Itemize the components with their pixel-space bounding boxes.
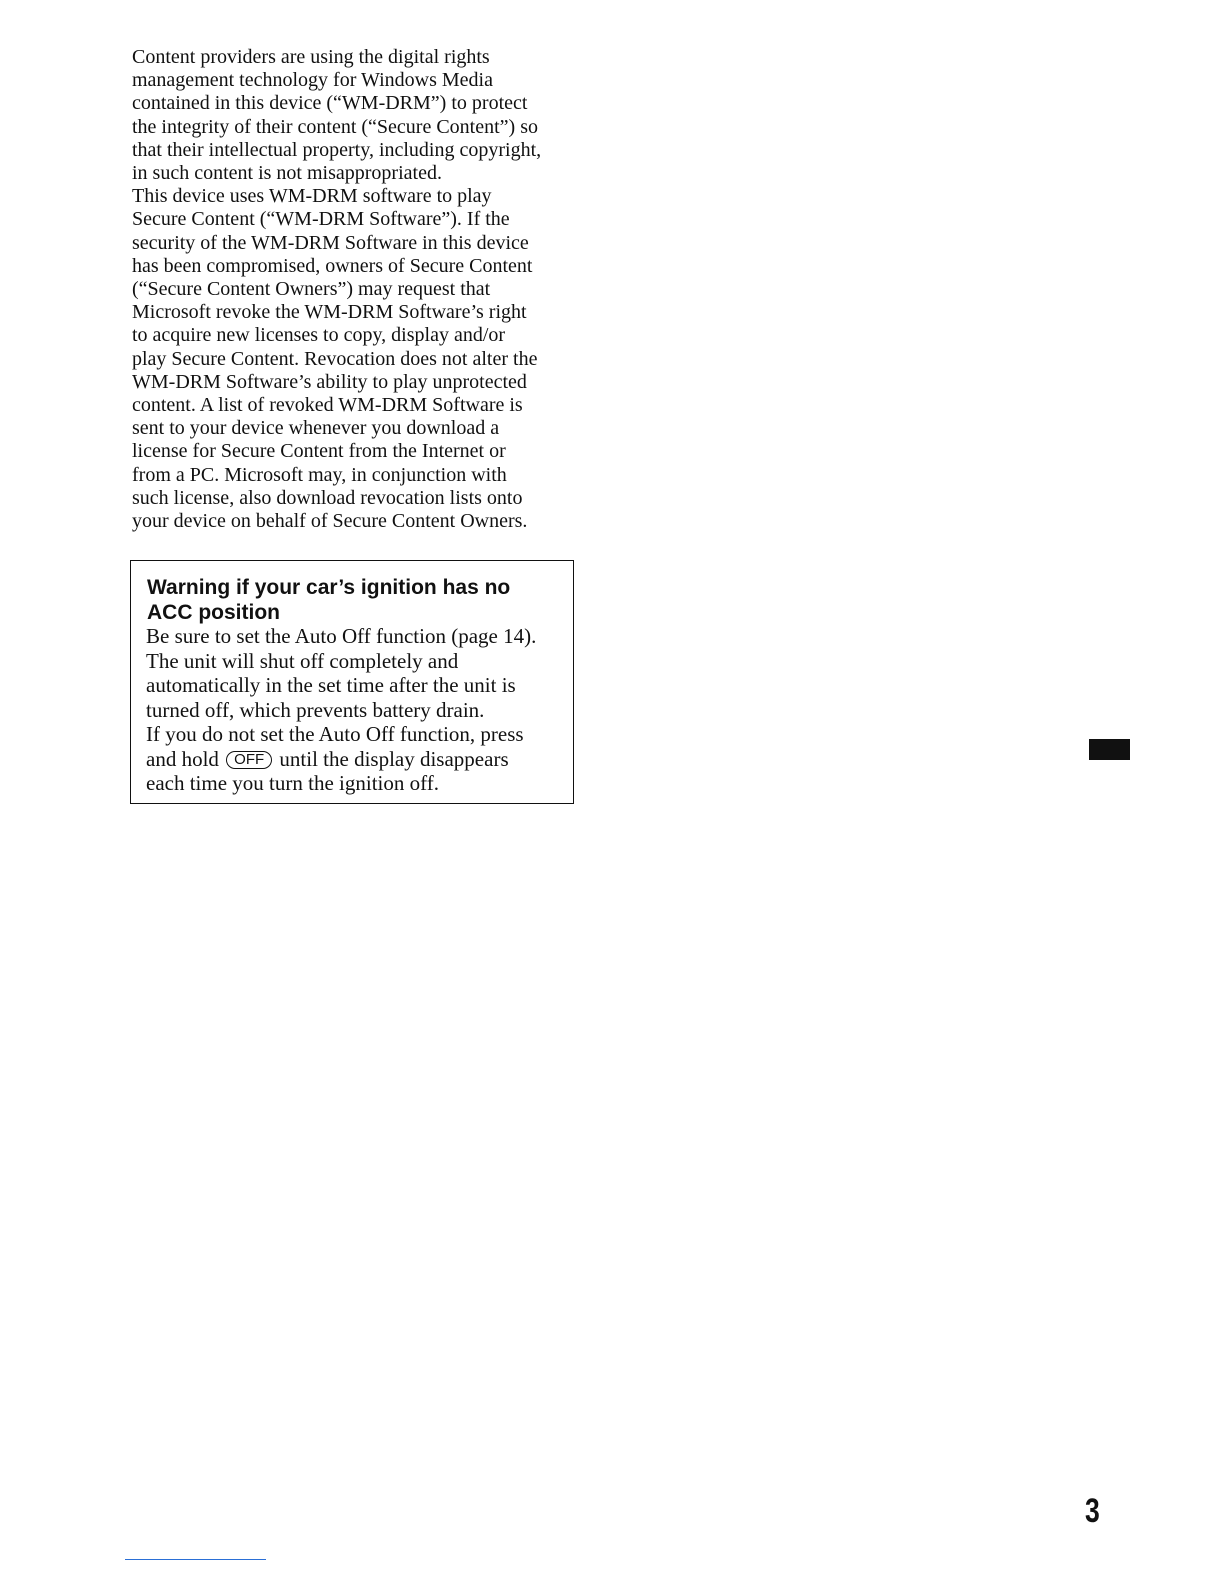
intro-paragraph	[132, 46, 541, 533]
intro-line: from a PC. Microsoft may, in conjunction with	[132, 463, 507, 486]
intro-line: (“Secure Content Owners”) may request that	[132, 278, 491, 301]
warning-line: each time you turn the ignition off.	[146, 771, 439, 795]
intro-line: has been compromised, owners of Secure Content	[132, 254, 533, 277]
warning-line: The unit will shut off completely and	[146, 648, 459, 673]
intro-line: WM-DRM Software’s ability to play unprotected	[132, 370, 527, 393]
warning-box	[130, 560, 574, 804]
intro-line: license for Secure Content from the Internet or	[132, 440, 506, 463]
intro-line: the integrity of their content (“Secure Content”) so	[132, 115, 538, 138]
warning-body	[146, 624, 536, 796]
intro-line: to acquire new licenses to copy, display and/or	[132, 324, 506, 347]
intro-line: contained in this device (“WM-DRM”) to protect	[132, 92, 528, 115]
intro-line: security of the WM-DRM Software in this device	[132, 231, 529, 254]
warning-hold-line	[146, 747, 536, 772]
intro-line: your device on behalf of Secure Content Owners.	[132, 510, 528, 533]
intro-line: in such content is not misappropriated.	[132, 162, 442, 185]
hold-prefix: and hold	[146, 746, 219, 771]
warning-line: automatically in the set time after the unit is	[146, 673, 516, 697]
intro-line: Content providers are using the digital rights	[132, 46, 490, 68]
warning-title	[147, 575, 510, 625]
intro-line: management technology for Windows Media	[132, 69, 493, 92]
warning-line: Be sure to set the Auto Off function (page 14).	[146, 624, 537, 648]
intro-line: play Secure Content. Revocation does not alter the	[132, 347, 538, 370]
intro-line: Microsoft revoke the WM-DRM Software’s right	[132, 301, 527, 324]
intro-line: such license, also download revocation lists onto	[132, 486, 523, 509]
section-tab-marker	[1089, 739, 1130, 760]
intro-line: This device uses WM-DRM software to play	[132, 185, 492, 208]
footer-rule	[125, 1559, 266, 1560]
intro-line: sent to your device whenever you download a	[132, 417, 500, 440]
intro-line: Secure Content (“WM-DRM Software”). If the	[132, 208, 510, 231]
intro-line: that their intellectual property, including copyright,	[132, 138, 542, 161]
off-key-icon: OFF	[226, 751, 272, 769]
hold-suffix: until the display disappears	[279, 746, 509, 771]
warning-title-line: ACC position	[147, 601, 280, 624]
warning-line: If you do not set the Auto Off function, press	[146, 722, 524, 746]
warning-line: turned off, which prevents battery drain.	[146, 697, 485, 722]
intro-line: content. A list of revoked WM-DRM Software is	[132, 394, 523, 417]
warning-title-line: Warning if your car’s ignition has no	[147, 576, 511, 599]
page-number: 3	[1085, 1492, 1100, 1530]
